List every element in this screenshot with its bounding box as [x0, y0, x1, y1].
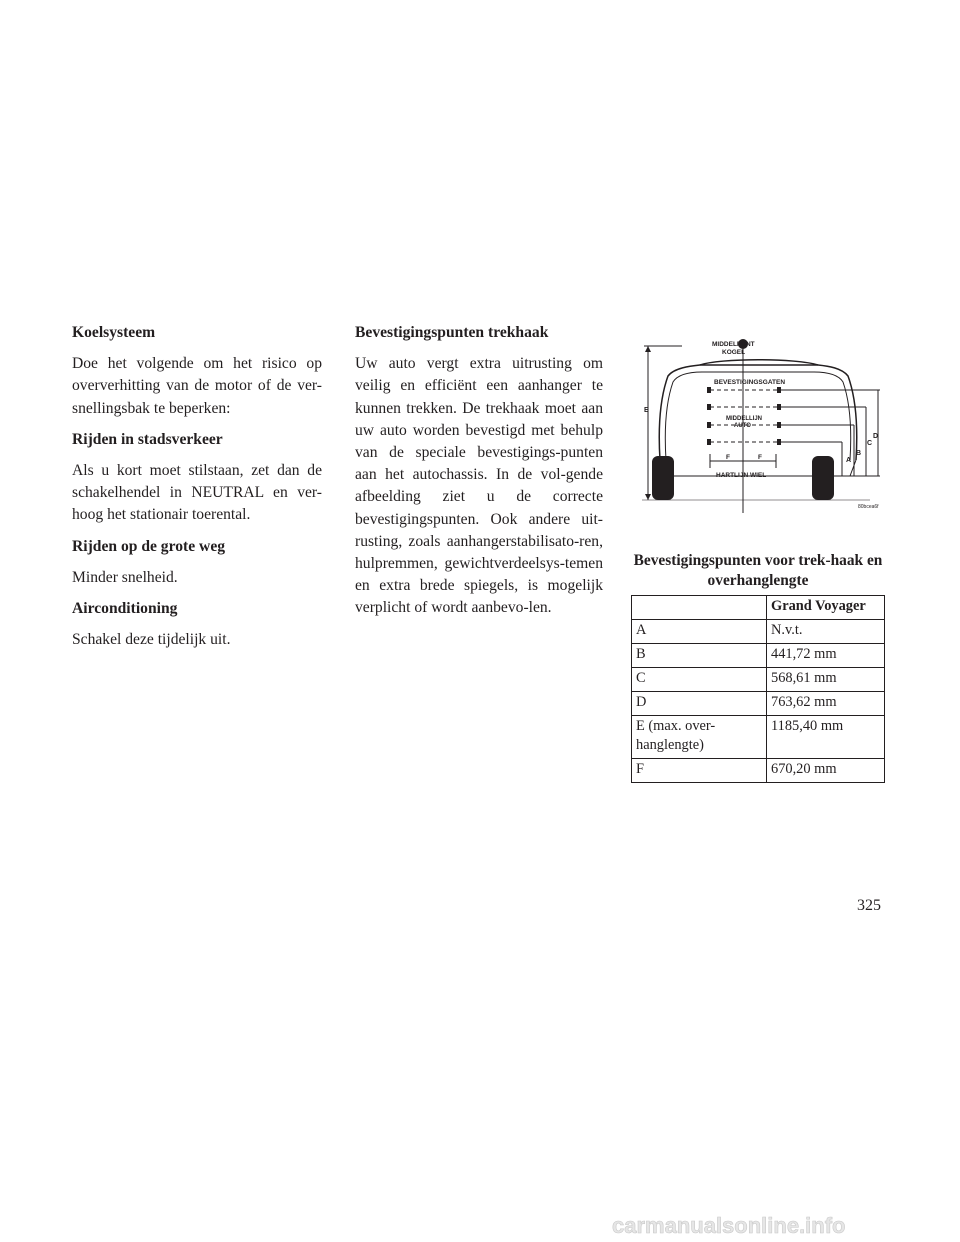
- label-a: A: [846, 457, 852, 464]
- heading-hitch-points: Bevestigingspunten trekhaak: [355, 324, 549, 341]
- label-mounting-holes: BEVESTIGINGSGATEN: [714, 379, 786, 386]
- row-label: F: [632, 759, 767, 783]
- row-value: N.v.t.: [767, 620, 885, 644]
- label-centerline-2: AUTO: [734, 423, 751, 429]
- table-row: [632, 668, 885, 692]
- figure-code: 80bcea6f: [858, 504, 879, 510]
- paragraph-highway: Minder snelheid.: [72, 568, 178, 586]
- table-header-model: Grand Voyager: [767, 596, 885, 620]
- page-number: 325: [857, 897, 881, 914]
- row-value: 763,62 mm: [767, 692, 885, 716]
- middle-column: [355, 322, 603, 629]
- label-b: B: [856, 450, 862, 457]
- left-column: [72, 322, 322, 660]
- row-label: C: [632, 668, 767, 692]
- heading-ac: Airconditioning: [72, 600, 178, 618]
- table-row: [632, 716, 885, 759]
- watermark-text: carmanualsonline.info: [612, 1213, 846, 1238]
- table-row: [632, 692, 885, 716]
- paragraph-city: Als u kort moet stilstaan, zet dan de schakelhendel in NEUTRAL en ver-hoog het stationair toerental.: [72, 462, 322, 524]
- label-ball-1: MIDDELPUNT: [712, 341, 755, 348]
- watermark-logo: [612, 1212, 958, 1238]
- paragraph-hitch-points: Uw auto vergt extra uitrusting om veilig en efficiënt een aanhanger te kunnen trekken. De trekhaak moet aan uw auto worden bevestigd met behulp van de speciale bevestigings-punten aan het autochassis. In de vol-gende afbeelding ziet u de correcte bevestigingspunten. Ook andere uit-rusting, zoals aanhangerstabilisato-ren, hulpremmen, gewichtverdeelsys-temen en extra brede spiegels, is mogelijk verplicht of wordt aanbevo-len.: [355, 355, 603, 617]
- right-tire: [812, 456, 834, 500]
- table-row: [632, 644, 885, 668]
- row-label: A: [632, 620, 767, 644]
- hitch-table-block: [631, 551, 885, 783]
- heading-cooling: Koelsysteem: [72, 324, 156, 341]
- row-label: D: [632, 692, 767, 716]
- table-row: [632, 759, 885, 783]
- table-header-empty: [632, 596, 767, 620]
- heading-city: Rijden in stadsverkeer: [72, 430, 223, 448]
- label-f-left: F: [726, 454, 730, 461]
- table-title: Bevestigingspunten voor trek-haak en overhanglengte: [633, 552, 883, 589]
- row-value: 441,72 mm: [767, 644, 885, 668]
- row-value: 1185,40 mm: [767, 716, 885, 759]
- row-label: B: [632, 644, 767, 668]
- table-header-row: [632, 596, 885, 620]
- label-d: D: [873, 433, 879, 440]
- heading-highway: Rijden op de grote weg: [72, 537, 226, 555]
- label-c: C: [867, 440, 873, 447]
- left-tire: [652, 456, 674, 500]
- label-e: E: [644, 407, 649, 414]
- label-centerline-1: MIDDELLIJN: [726, 416, 762, 422]
- hitch-diagram: [630, 328, 888, 518]
- row-value: 670,20 mm: [767, 759, 885, 783]
- label-f-right: F: [758, 454, 762, 461]
- hitch-table: [631, 595, 885, 783]
- paragraph-cooling: Doe het volgende om het risico op oververhitting van de motor of de ver-snellingsbak te beperken:: [72, 355, 322, 417]
- label-ball-2: KOGEL: [722, 349, 746, 356]
- label-wheel-centerline: HARTLIJN WIEL: [716, 472, 767, 479]
- table-row: [632, 620, 885, 644]
- row-value: 568,61 mm: [767, 668, 885, 692]
- paragraph-ac: Schakel deze tijdelijk uit.: [72, 631, 231, 649]
- row-label: E (max. over-hanglengte): [632, 716, 767, 759]
